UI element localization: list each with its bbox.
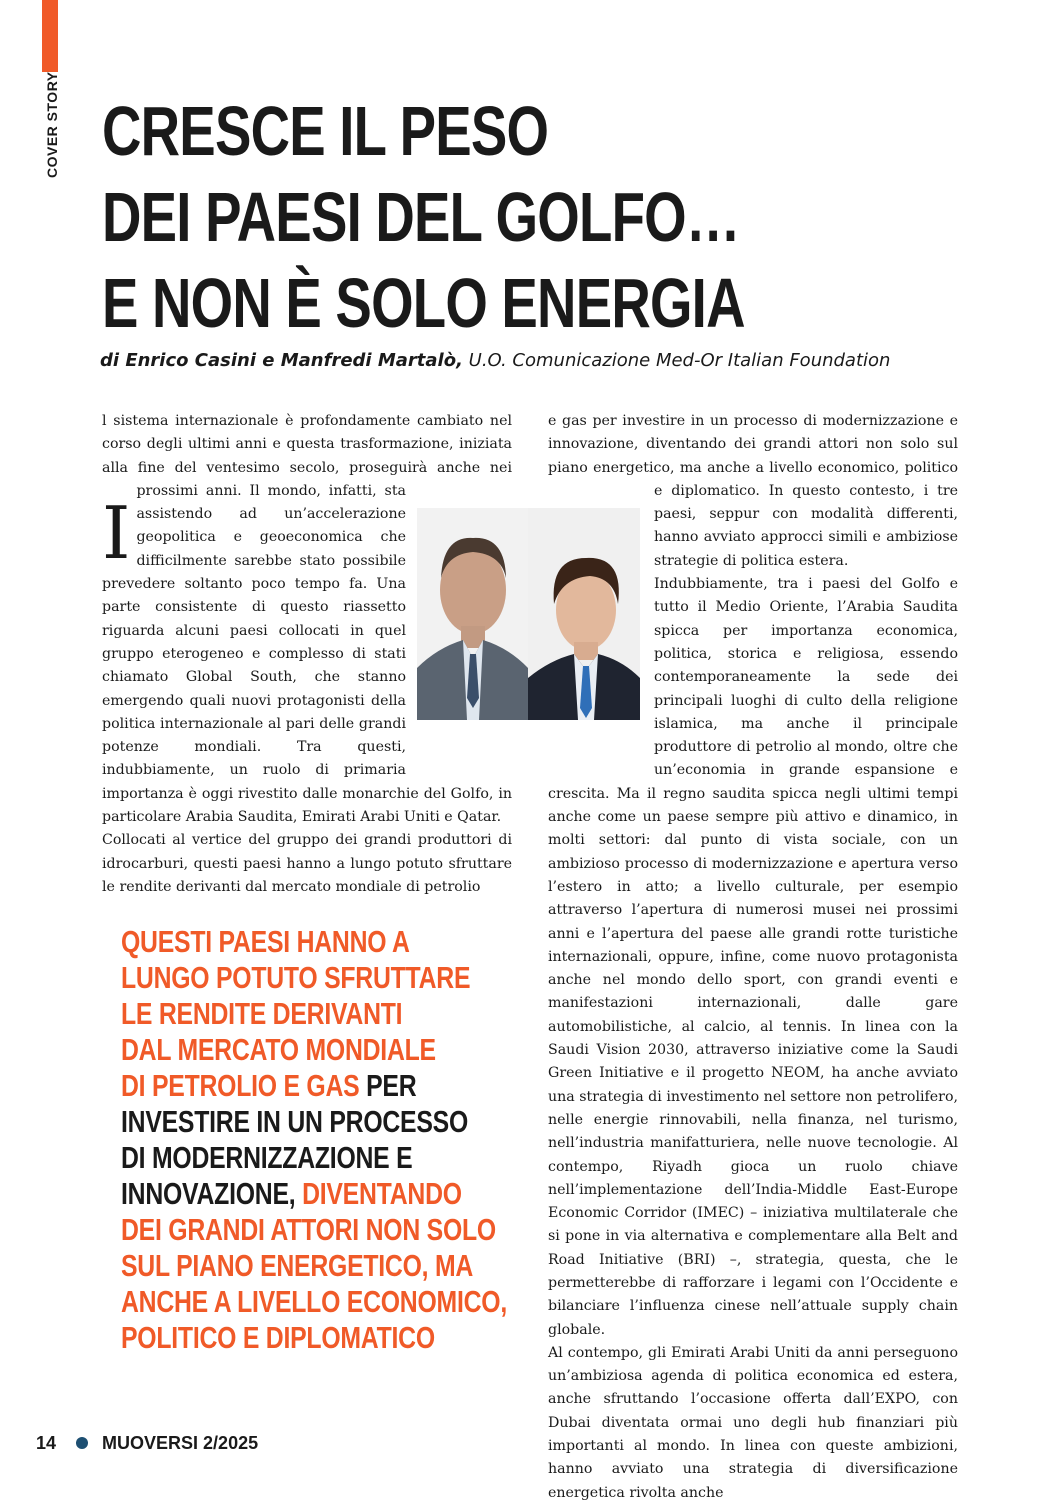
footer-dot-icon xyxy=(76,1437,88,1449)
author-photo-2 xyxy=(528,508,640,720)
page-number: 14 xyxy=(36,1432,57,1453)
page-footer xyxy=(36,1431,258,1455)
pull-quote-line: DAL MERCATO MONDIALE xyxy=(121,1032,436,1067)
byline-authors: di Enrico Casini e Manfredi Martalò, xyxy=(100,350,463,371)
pull-quote-line: ANCHE A LIVELLO ECONOMICO, xyxy=(121,1284,507,1319)
author-photo-1 xyxy=(417,508,528,720)
article-paragraph: Indubbiamente, tra i paesi del Golfo e tutto il Medio Oriente, l’Arabia Saudita spicca per importanza economica, politica, storica e religiosa, essendo contemporaneamente la sede dei principali luoghi di culto della religione islamica, ma anche il principale produttore di petrolio al mondo, oltre che un’economia in grande espansione e crescita. Ma il regno saudita spicca negli ultimi tempi anche come un paese sempre più attivo e dinamico, in molti settori: dal punto di vista sociale, con un ambizioso processo di modernizzazione e apertura verso l’estero in atto; a livello culturale, per esempio attraverso l’apertura di numerosi musei nei prossimi anni e l’apertura del paese alle grandi rotte turistiche internazionali, oppure, infine, come nuovo protagonista anche nel mondo dello sport, con grandi eventi e manifestazioni internazionali, dalle gare automobilistiche, al calcio, al tennis. In linea con la Saudi Vision 2030, attraverso iniziative come la Saudi Green Initiative e il progetto NEOM, ha anche avviato una strategia di investimento nel settore non petrolifero, nelle energie rinnovabili, nella finanza, nel turismo, nell’industria manifatturiera, nelle nuove tecnologie. Al contempo, Riyadh gioca un ruolo chiave nell’implementazione dell’India-Middle East-Europe Economic Corridor (IMEC) – iniziativa multilaterale che si pone in via alternativa e complementare alla Belt and Road Initiative (BRI) –, strategia, questa, che le permetterebbe di rafforzare i legami con l’Occidente e bilanciare l’influenza cinese nell’attuale supply chain globale. xyxy=(548,576,958,1338)
pull-quote-line xyxy=(121,1176,569,1212)
pull-quote-line: DEI GRANDI ATTORI NON SOLO xyxy=(121,1212,496,1247)
pull-quote-line: LE RENDITE DERIVANTI xyxy=(121,996,403,1031)
headline xyxy=(102,88,745,346)
pull-quote-line: SUL PIANO ENERGETICO, MA xyxy=(121,1248,474,1283)
magazine-issue: MUOVERSI 2/2025 xyxy=(102,1432,259,1453)
pull-quote-segment: PER xyxy=(359,1068,417,1103)
pull-quote-line xyxy=(121,1068,569,1104)
pull-quote-segment: INNOVAZIONE, xyxy=(121,1176,296,1211)
pull-quote-line: QUESTI PAESI HANNO A xyxy=(121,924,410,959)
headline-line: DEI PAESI DEL GOLFO… xyxy=(102,178,740,256)
article-paragraph: Al contempo, gli Emirati Arabi Uniti da anni perseguono un’ambiziosa agenda di politica economica ed estera, anche sfruttando l’occasione offerta dall’EXPO, con Dubai diventata ormai uno degli hub finanziari più importanti al mondo. In linea con queste ambizioni, hanno avviato una strategia di diversificazione energetica rivolta anche xyxy=(548,1344,958,1501)
pull-quote-segment: DI PETROLIO E GAS xyxy=(121,1068,360,1103)
byline xyxy=(100,350,890,371)
pull-quote-line: LUNGO POTUTO SFRUTTARE xyxy=(121,960,471,995)
accent-bar xyxy=(42,0,58,72)
drop-cap: I xyxy=(102,491,131,575)
pull-quote-line: DI MODERNIZZAZIONE E xyxy=(121,1140,413,1175)
article-paragraph: Collocati al vertice del gruppo dei grandi produttori di idrocarburi, questi paesi hanno a lungo potuto sfruttare le rendite derivanti dal mercato mondiale di petrolio xyxy=(102,832,512,895)
pull-quote-segment: DIVENTANDO xyxy=(295,1176,462,1211)
article-paragraph: l sistema internazionale è profondamente cambiato nel corso degli ultimi anni e questa trasformazione, iniziata alla fine del ventesimo secolo, proseguirà anche nei prossimi anni. Il mondo, infatti, sta assistendo ad un’accelerazione geopolitica e geoeconomica che difficilmente sarebbe stato possibile prevedere soltanto poco tempo fa. Una parte consistente di questo riassetto riguarda alcuni paesi collocati in quel gruppo eterogeneo e complesso di stati chiamato Global South, che stanno emergendo quali nuovi protagonisti della politica internazionale al pari delle grandi potenze mondiali. Tra questi, indubbiamente, un ruolo di primaria importanza è oggi rivestito dalle monarchie del Golfo, in particolare Arabia Saudita, Emirati Arabi Uniti e Qatar. xyxy=(102,413,512,826)
headline-line: E NON È SOLO ENERGIA xyxy=(102,264,745,342)
headline-line: CRESCE IL PESO xyxy=(102,92,549,170)
byline-affiliation: U.O. Comunicazione Med-Or Italian Foundation xyxy=(462,350,891,371)
pull-quote xyxy=(121,924,569,1356)
article-paragraph: e gas per investire in un processo di modernizzazione e innovazione, diventando dei grandi attori non solo sul piano energetico, ma anche a livello economico, politico e diplomatico. In questo contesto, i tre paesi, seppur con modalità differenti, hanno avviato approcci simili e ambiziose strategie di politica estera. xyxy=(548,413,958,569)
pull-quote-line: INVESTIRE IN UN PROCESSO xyxy=(121,1104,469,1139)
section-label: COVER STORY xyxy=(44,71,60,178)
pull-quote-line: POLITICO E DIPLOMATICO xyxy=(121,1320,435,1355)
